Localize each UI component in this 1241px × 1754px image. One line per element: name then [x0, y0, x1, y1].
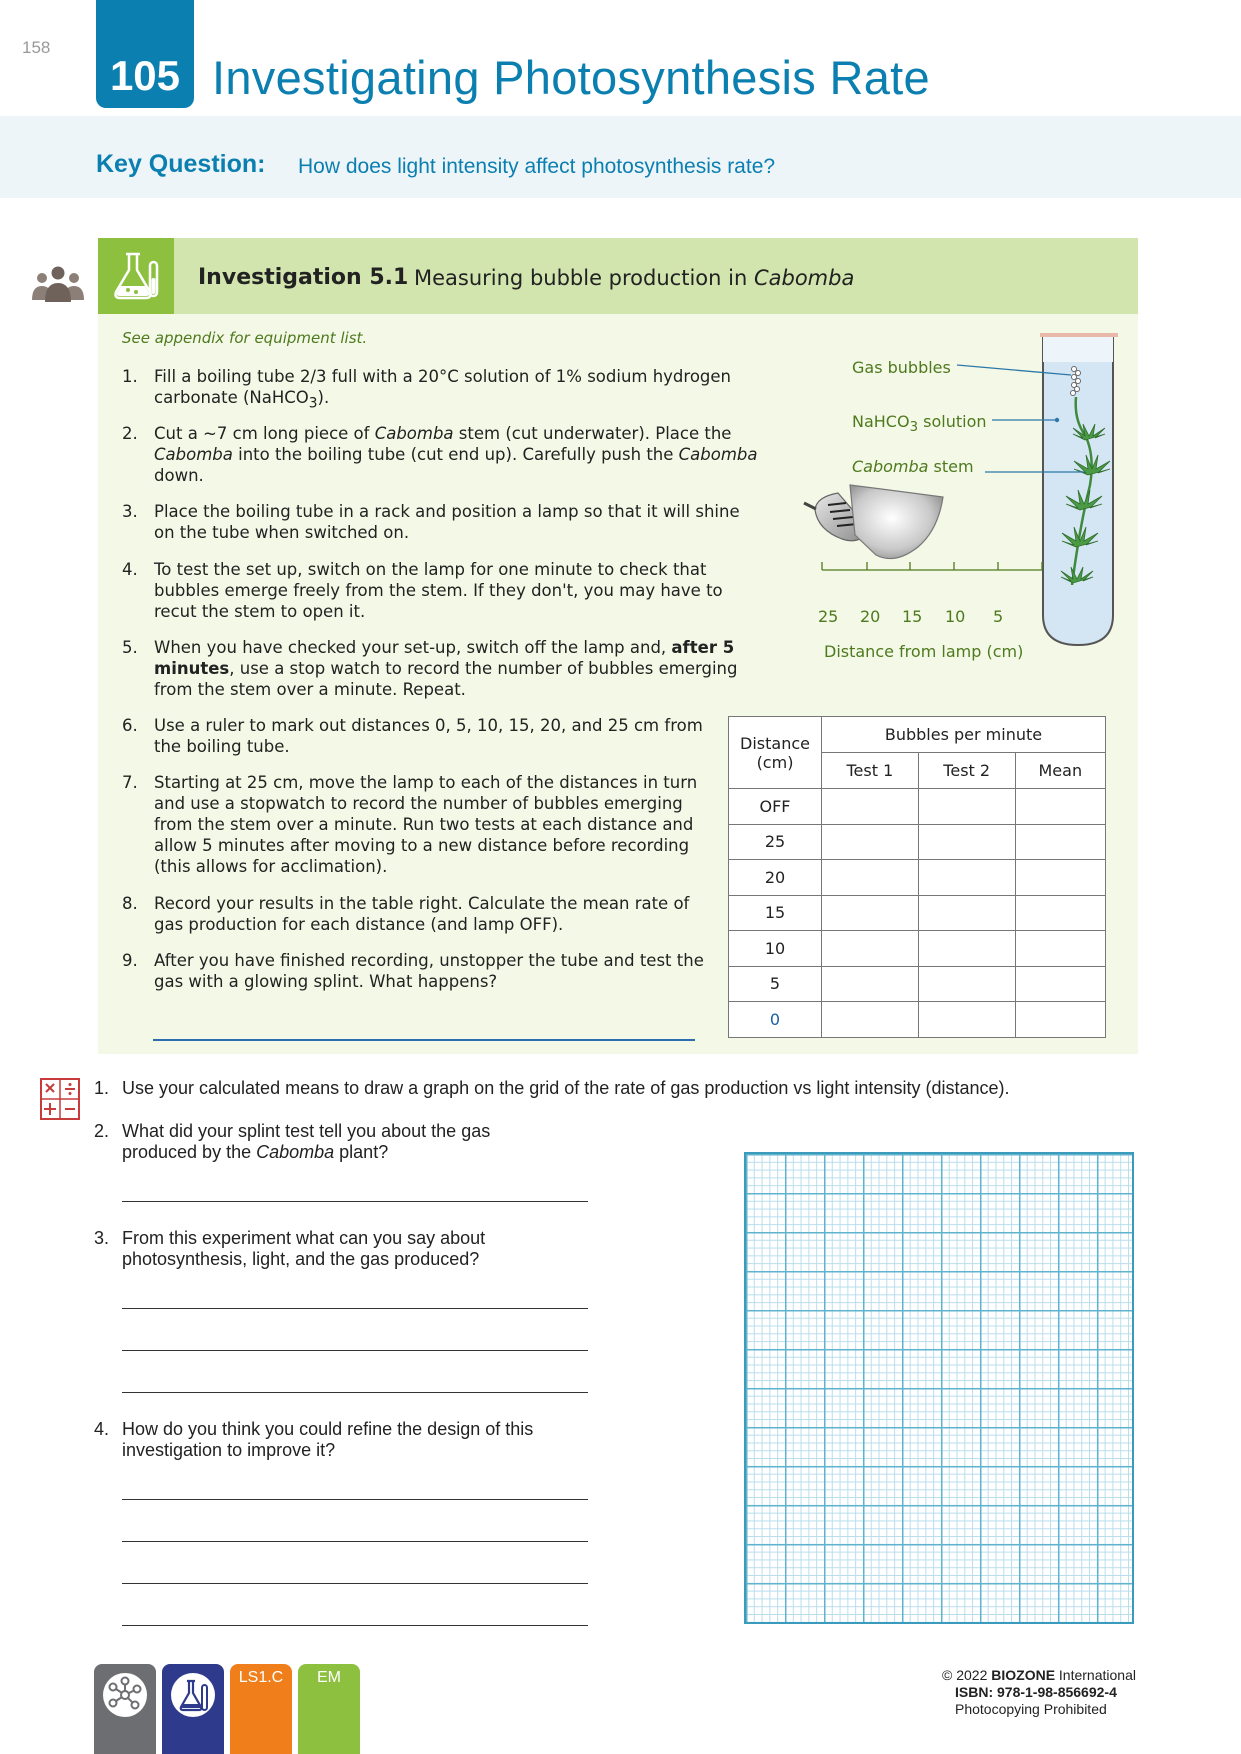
step-text: , use a stop watch to record the number of bubbles emerging from the stem over a minute. Repeat.	[154, 659, 738, 699]
question-text: plant?	[334, 1142, 389, 1162]
mean-cell[interactable]	[1015, 895, 1105, 931]
answer-line[interactable]	[122, 1201, 588, 1202]
header-distance: Distance (cm)	[729, 717, 822, 789]
distance-cell: 15	[729, 895, 822, 931]
test1-cell[interactable]	[822, 1002, 919, 1038]
step-text: When you have checked your set-up, switch off the lamp and,	[154, 638, 672, 657]
step-text: After you have finished recording, unstopper the tube and test the gas with a glowing splint. What happens?	[154, 951, 704, 991]
step-4	[122, 559, 762, 622]
key-question-text: How does light intensity affect photosynthesis rate?	[298, 155, 776, 178]
label-gas-bubbles: Gas bubbles	[852, 358, 951, 377]
photocopy-notice: Photocopying Prohibited	[955, 1701, 1107, 1717]
step-number: 8.	[122, 894, 138, 913]
step-8	[122, 893, 707, 935]
question-number: 3.	[94, 1228, 110, 1248]
answer-line[interactable]	[122, 1583, 588, 1584]
table-row	[729, 1002, 1106, 1038]
step-number: 5.	[122, 638, 138, 657]
question-text: How do you think you could refine the design of this investigation to improve it?	[122, 1419, 534, 1460]
organism-name: Cabomba	[256, 1142, 335, 1162]
lab-flask-icon	[169, 1671, 217, 1719]
step-text: Starting at 25 cm, move the lamp to each of the distances in turn and use a stopwatch to record the number of bubbles emerging from the stem over a minute. Run two tests at each distance and allow 5 minutes after moving to a new distance before recording (this allows for acclimation).	[154, 773, 698, 876]
subscript: 3	[909, 420, 919, 436]
distance-cell: 5	[729, 966, 822, 1002]
step-text: Fill a boiling tube 2/3 full with a 20°C solution of 1% sodium hydrogen carbonate (NaHCO	[154, 367, 732, 407]
step-number: 9.	[122, 951, 138, 970]
publisher-name: BIOZONE	[991, 1667, 1056, 1683]
step-2	[122, 423, 762, 486]
answer-line[interactable]	[122, 1499, 588, 1500]
flask-icon	[106, 246, 166, 306]
equipment-note: See appendix for equipment list.	[122, 329, 368, 347]
mean-cell[interactable]	[1015, 1002, 1105, 1038]
test2-cell[interactable]	[918, 824, 1015, 860]
step-text: into the boiling tube (cut end up). Carefully push the	[232, 445, 679, 464]
step-text: stem (cut underwater). Place the	[453, 424, 732, 443]
graph-grid[interactable]	[744, 1152, 1134, 1624]
step-number: 4.	[122, 560, 138, 579]
page-title: Investigating Photosynthesis Rate	[212, 51, 930, 104]
copyright-text: © 2022	[942, 1667, 992, 1683]
investigation-title-organism: Cabomba	[753, 266, 855, 290]
investigation-title-text: Measuring bubble production in	[414, 266, 748, 290]
test1-cell[interactable]	[822, 931, 919, 967]
test2-cell[interactable]	[918, 966, 1015, 1002]
organism-name: Cabomba	[852, 457, 929, 476]
copyright-text: International	[1055, 1667, 1136, 1683]
test2-cell[interactable]	[918, 895, 1015, 931]
ruler-tick-label: 15	[902, 607, 923, 626]
test2-cell[interactable]	[918, 1002, 1015, 1038]
distance-cell: 20	[729, 860, 822, 896]
step-number: 2.	[122, 424, 138, 443]
step-number: 7.	[122, 773, 138, 792]
step-3	[122, 501, 762, 543]
distance-cell: OFF	[729, 789, 822, 825]
test2-cell[interactable]	[918, 789, 1015, 825]
subscript: 3	[308, 395, 318, 412]
mean-cell[interactable]	[1015, 824, 1105, 860]
calculator-icon	[40, 1078, 80, 1120]
question-2	[94, 1121, 554, 1163]
answer-line[interactable]	[122, 1541, 588, 1542]
step-text: down.	[154, 466, 204, 485]
answer-line[interactable]	[122, 1392, 588, 1393]
organism-name: Cabomba	[374, 424, 454, 443]
table-row	[729, 824, 1106, 860]
test1-cell[interactable]	[822, 789, 919, 825]
label-solution-text: NaHCO	[852, 412, 910, 431]
ruler-tick-label: 5	[993, 607, 1004, 626]
distance-cell: 0	[729, 1002, 822, 1038]
ruler-tick-label: 20	[860, 607, 881, 626]
step-text: ).	[317, 388, 330, 407]
step-5	[122, 637, 762, 700]
label-solution	[852, 412, 987, 435]
answer-line[interactable]	[122, 1350, 588, 1351]
label-cabomba-stem	[852, 457, 974, 476]
question-number: 4.	[94, 1419, 110, 1439]
answer-line[interactable]	[122, 1308, 588, 1309]
results-table	[728, 716, 1106, 1038]
question-1	[94, 1078, 1214, 1099]
copyright	[942, 1667, 1136, 1684]
step-number: 1.	[122, 367, 138, 386]
step-text: Place the boiling tube in a rack and position a lamp so that it will shine on the tube when switched on.	[154, 502, 740, 542]
table-row	[729, 789, 1106, 825]
header-bubbles-per-minute: Bubbles per minute	[822, 717, 1106, 753]
answer-line[interactable]	[122, 1625, 588, 1626]
test1-cell[interactable]	[822, 895, 919, 931]
test1-cell[interactable]	[822, 966, 919, 1002]
step-number: 3.	[122, 502, 138, 521]
table-row	[729, 895, 1106, 931]
page-number: 158	[22, 38, 51, 57]
activity-number: 105	[109, 52, 181, 99]
ruler-caption: Distance from lamp (cm)	[824, 642, 1024, 661]
key-question-label: Key Question:	[96, 150, 266, 178]
question-text: What did your splint test tell you about the gas produced by the	[122, 1121, 491, 1162]
emphasis: after 5 minutes	[154, 638, 735, 678]
table-row	[729, 966, 1106, 1002]
organism-name: Cabomba	[678, 445, 758, 464]
lamp	[804, 485, 943, 559]
header-test1: Test 1	[822, 753, 919, 789]
footer-tab-ls1c-label: LS1.C	[238, 1669, 284, 1686]
step-text: Use a ruler to mark out distances 0, 5, 10, 15, 20, and 25 cm from the boiling tube.	[154, 716, 703, 756]
header-test2: Test 2	[918, 753, 1015, 789]
mean-cell[interactable]	[1015, 966, 1105, 1002]
investigation-title	[414, 266, 854, 290]
step-7	[122, 772, 707, 877]
apparatus-diagram	[780, 325, 1130, 670]
step-9	[122, 950, 707, 992]
mean-cell[interactable]	[1015, 931, 1105, 967]
ruler	[822, 562, 1042, 570]
mean-cell[interactable]	[1015, 789, 1105, 825]
question-text: From this experiment what can you say about photosynthesis, light, and the gas produced?	[122, 1228, 486, 1269]
question-3	[94, 1228, 554, 1270]
isbn: ISBN: 978-1-98-856692-4	[955, 1684, 1117, 1700]
step-text: To test the set up, switch on the lamp for one minute to check that bubbles emerge freely from the stem. If they don't, you may have to recut the stem to open it.	[154, 560, 723, 621]
test1-cell[interactable]	[822, 860, 919, 896]
ruler-tick-label: 10	[945, 607, 966, 626]
step-number: 6.	[122, 716, 138, 735]
question-number: 1.	[94, 1078, 110, 1098]
step-text: Cut a ~7 cm long piece of	[154, 424, 375, 443]
network-icon	[101, 1671, 149, 1719]
answer-line[interactable]	[153, 1039, 695, 1041]
distance-cell: 10	[729, 931, 822, 967]
step-1	[122, 366, 762, 414]
mean-cell[interactable]	[1015, 860, 1105, 896]
footer-tab-em-label: EM	[317, 1669, 341, 1686]
test2-cell[interactable]	[918, 860, 1015, 896]
test2-cell[interactable]	[918, 931, 1015, 967]
test1-cell[interactable]	[822, 824, 919, 860]
table-row	[729, 931, 1106, 967]
group-icon	[28, 262, 88, 304]
step-text: Record your results in the table right. Calculate the mean rate of gas production for each distance (and lamp OFF).	[154, 894, 690, 934]
label-solution-text: solution	[918, 412, 987, 431]
label-stem-text: stem	[928, 457, 974, 476]
investigation-number: Investigation 5.1	[198, 265, 409, 290]
distance-cell: 25	[729, 824, 822, 860]
step-6	[122, 715, 707, 757]
table-row	[729, 860, 1106, 896]
header-mean: Mean	[1015, 753, 1105, 789]
question-4	[94, 1419, 554, 1461]
question-number: 2.	[94, 1121, 110, 1141]
ruler-tick-label: 25	[818, 607, 839, 626]
organism-name: Cabomba	[154, 445, 233, 464]
question-text: Use your calculated means to draw a graph on the grid of the rate of gas production vs light intensity (distance).	[122, 1078, 1010, 1098]
